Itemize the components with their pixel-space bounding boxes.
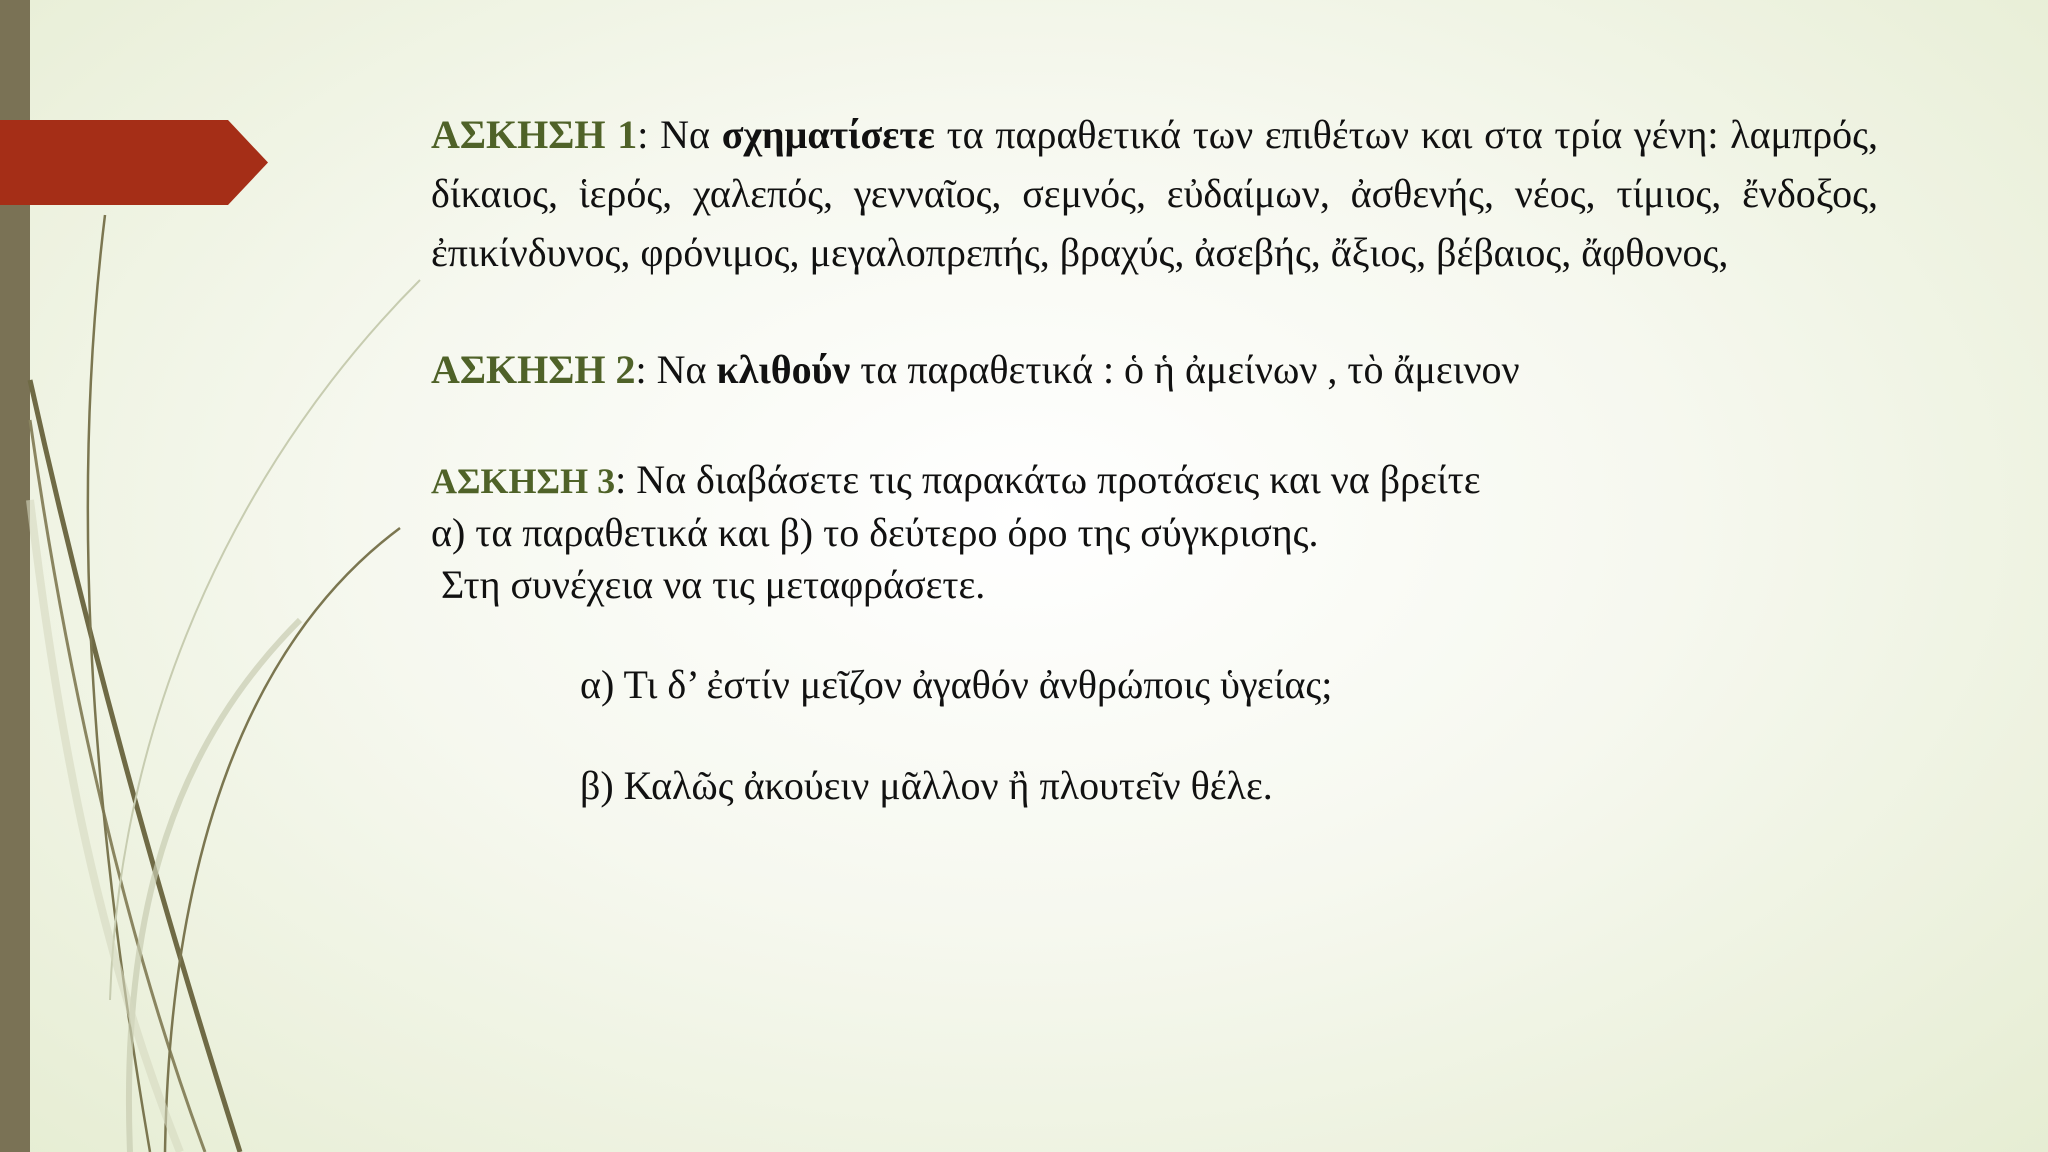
exercise-2-text: τα παραθετικά : ὁ ἡ ἀμείνων , τὸ ἄμεινον xyxy=(850,347,1520,392)
exercise-3-line-3: Στη συνέχεια να τις μεταφράσετε. xyxy=(431,562,986,607)
sentence-a: α) Τι δ’ ἐστίν μεῖζον ἀγαθόν ἀνθρώποις ὑγείας; xyxy=(580,662,1333,707)
exercise-1 xyxy=(431,105,1878,282)
exercise-1-intro: : Να xyxy=(637,112,722,157)
exercise-1-heading: ΑΣΚΗΣΗ 1 xyxy=(431,112,638,157)
exercise-3 xyxy=(431,454,1878,812)
exercise-1-text: τα παραθετικά των επιθέτων και στα τρία γένη: λαμπρός, δίκαιος, ἱερός, χαλεπός, γενναῖος, σεμνός, εὐδαίμων, ἀσθενής, νέος, τίμιος, ἔνδοξος, ἐπικίνδυνος, φρόνιμος, μεγαλοπρεπής, βραχύς, ἀσεβής, ἄξιος, βέβαιος, ἄφθονος, xyxy=(431,112,1878,275)
slide-content xyxy=(431,105,1878,812)
sentence-b: β) Καλῶς ἀκούειν μᾶλλον ἢ πλουτεῖν θέλε. xyxy=(580,763,1273,808)
exercise-3-line-1 xyxy=(431,454,1878,507)
exercise-3-line1-text: : Να διαβάσετε τις παρακάτω προτάσεις και να βρείτε xyxy=(615,457,1481,502)
exercise-3-line-2: α) τα παραθετικά και β) το δεύτερο όρο της σύγκρισης. xyxy=(431,510,1319,555)
exercise-1-keyword: σχηματίσετε xyxy=(721,112,935,157)
exercise-2 xyxy=(431,340,1878,399)
exercise-2-keyword: κλιθούν xyxy=(716,347,851,392)
red-arrow-shape xyxy=(0,120,268,205)
exercise-2-intro: : Να xyxy=(635,347,717,392)
exercise-2-heading: ΑΣΚΗΣΗ 2 xyxy=(431,347,636,392)
exercise-3-heading: ΑΣΚΗΣΗ 3 xyxy=(431,461,616,501)
